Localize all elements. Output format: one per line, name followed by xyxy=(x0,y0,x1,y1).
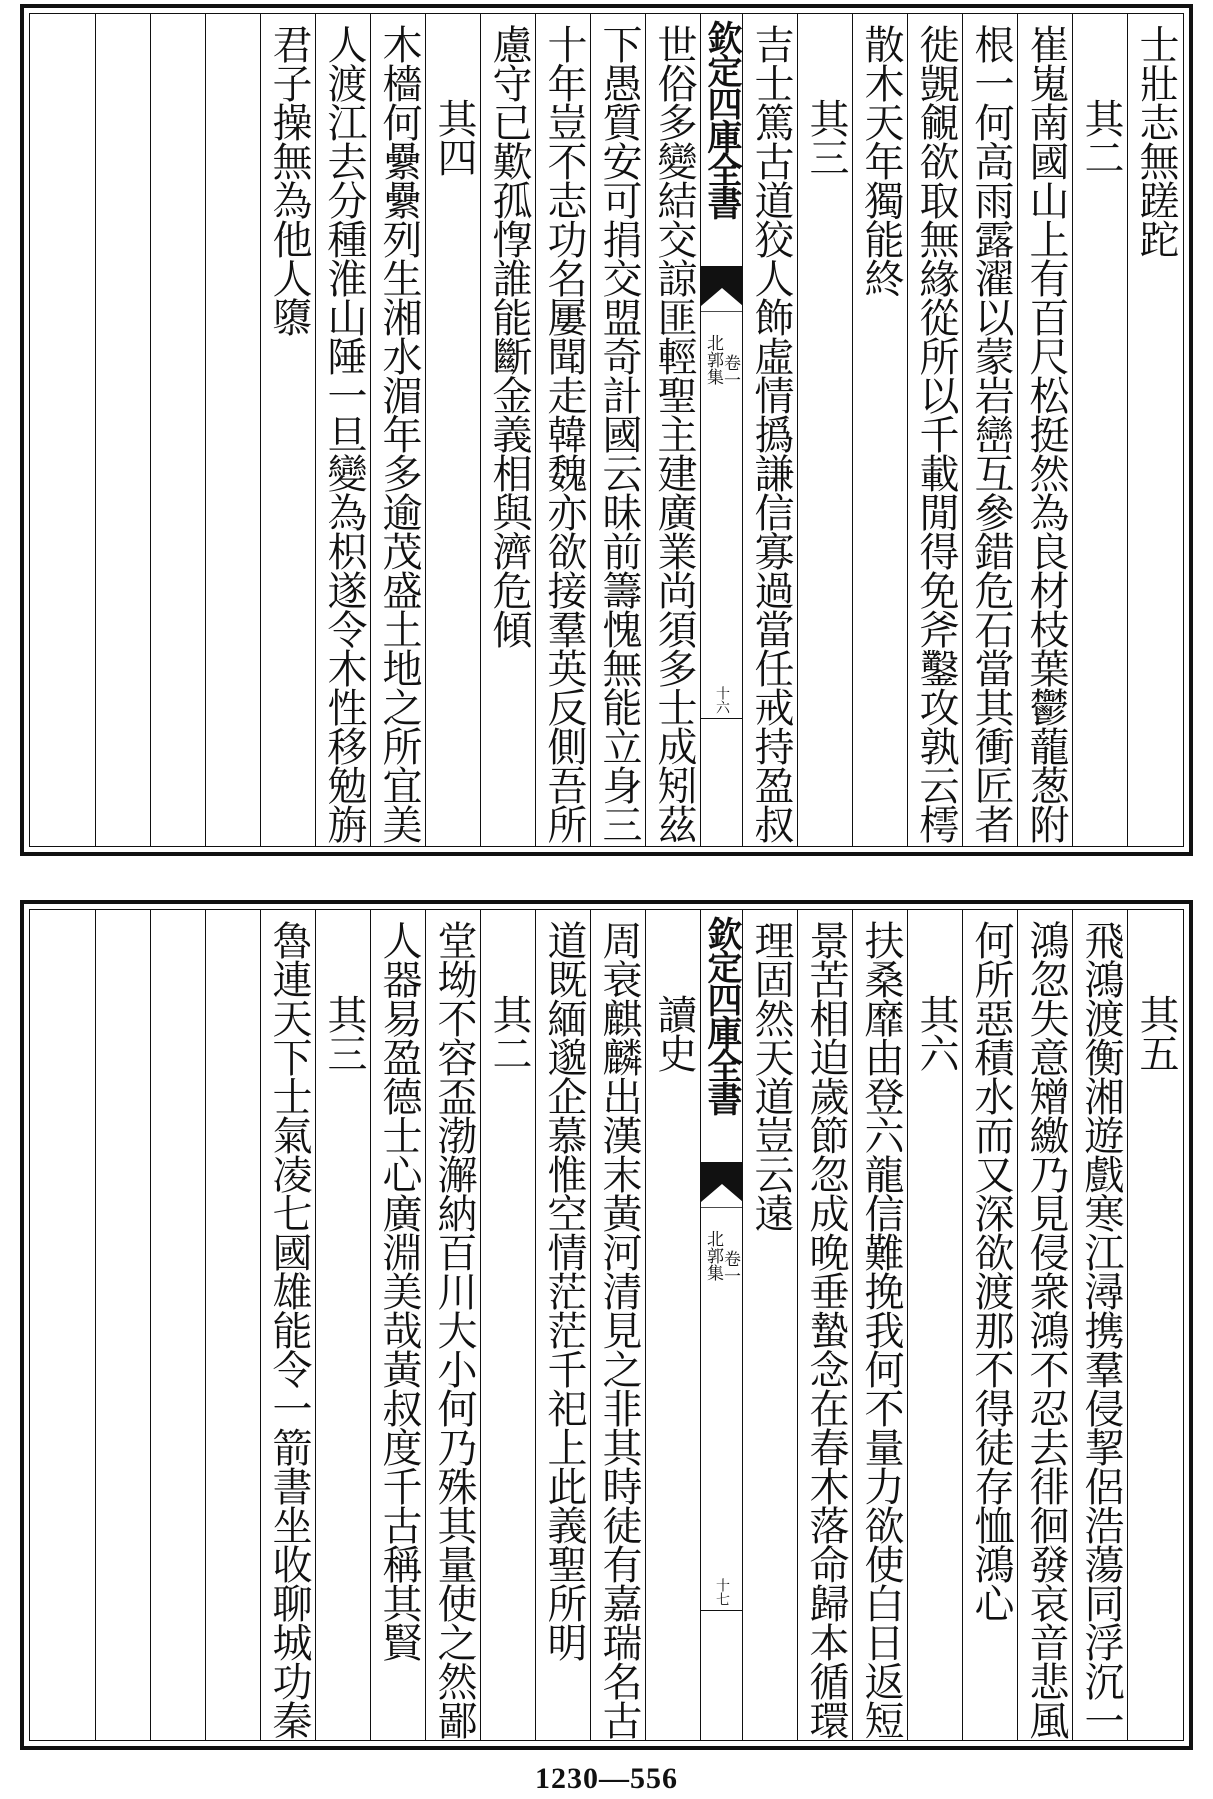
column-text: 道既緬邈企慕惟空情茫茫千祀上此義聖所明 xyxy=(541,920,587,1661)
poem-title xyxy=(646,910,701,1740)
top-page xyxy=(20,4,1193,856)
column-text: 理固然天道豈云遠 xyxy=(748,920,794,1232)
poem-heading xyxy=(316,910,371,1740)
column-text: 飛鴻渡衡湘遊戲寒江潯携羣侵挈侶浩蕩同浮沉一 xyxy=(1078,920,1124,1739)
text-column xyxy=(1073,910,1128,1740)
text-column xyxy=(261,14,316,846)
poem-heading xyxy=(426,14,481,846)
heading-text: 其三 xyxy=(803,98,849,176)
column-text: 景苦相迫歲節忽成晚垂蟄念在春木落命歸本循環 xyxy=(803,920,849,1739)
column-text: 何所惡積水而又深欲渡那不得徒存恤鴻心 xyxy=(968,920,1014,1622)
column-text: 扶桑靡由登六龍信難挽我何不量力欲使白日返短 xyxy=(858,920,904,1739)
text-column xyxy=(536,910,591,1740)
text-column xyxy=(798,910,853,1740)
page-number: 1230—556 xyxy=(535,1762,678,1795)
folio-rule xyxy=(701,1610,743,1611)
poem-heading xyxy=(798,14,853,846)
text-column xyxy=(371,14,426,846)
column-text: 吉士篤古道狡人飾虛情撝謙信寡過當任戒持盈叔 xyxy=(748,24,794,843)
column-text: 鴻忽失意矰繳乃見侵衆鴻不忍去徘徊發哀音悲風 xyxy=(1023,920,1069,1739)
column-text: 十年豈不志功名屢聞走韓魏亦欲接羣英反側吾所 xyxy=(541,24,587,843)
text-column xyxy=(1018,910,1073,1740)
text-column xyxy=(426,910,481,1740)
text-column xyxy=(908,14,963,846)
text-column xyxy=(1018,14,1073,846)
text-column xyxy=(743,910,798,1740)
center-margin xyxy=(701,910,743,1740)
poem-heading xyxy=(1073,14,1128,846)
bottom-page xyxy=(20,900,1193,1750)
column-text: 人器易盈德士心廣淵美哉黃叔度千古稱其賢 xyxy=(376,920,422,1661)
column-rule xyxy=(95,910,96,1740)
column-text: 崔嵬南國山上有百尺松挺然為良材枝葉鬱蘢葱附 xyxy=(1023,24,1069,843)
heading-text: 其三 xyxy=(321,994,367,1072)
empty-column xyxy=(151,910,206,1740)
text-column xyxy=(371,910,426,1740)
column-text: 人渡江去分種淮山陲一旦變為枳遂令木性移勉旃 xyxy=(321,24,367,843)
empty-column xyxy=(206,14,261,846)
title-text: 讀史 xyxy=(651,994,697,1072)
text-column xyxy=(743,14,798,846)
text-column xyxy=(963,14,1018,846)
text-column xyxy=(1128,14,1183,846)
text-column xyxy=(963,910,1018,1740)
folio-number: 十六 xyxy=(714,686,730,714)
text-column xyxy=(591,14,646,846)
text-column xyxy=(316,14,371,846)
folio-rule xyxy=(701,718,743,719)
column-text: 堂坳不容盃渤澥納百川大小何乃殊其量使之然鄙 xyxy=(431,920,477,1739)
fish-tail-mark xyxy=(701,1162,743,1208)
column-text: 散木天年獨能終 xyxy=(858,24,904,297)
text-column xyxy=(853,910,908,1740)
column-text: 君子操無為他人隳 xyxy=(266,24,312,336)
book-title: 欽定四庫全書 xyxy=(702,916,743,1114)
heading-text: 其六 xyxy=(913,994,959,1072)
empty-column xyxy=(96,910,151,1740)
heading-text: 其四 xyxy=(431,98,477,176)
text-column xyxy=(853,14,908,846)
heading-text: 其五 xyxy=(1133,994,1179,1072)
bottom-page-frame xyxy=(29,909,1184,1741)
column-text: 下愚質安可捐交盟奇計國云昧前籌愧無能立身三 xyxy=(596,24,642,843)
text-column xyxy=(591,910,646,1740)
column-text: 木檣何纍纍列生湘水湄年多逾茂盛土地之所宜美 xyxy=(376,24,422,843)
empty-column xyxy=(151,14,206,846)
poem-heading xyxy=(481,910,536,1740)
volume-title: 北郭集 xyxy=(703,1230,723,1281)
column-rule xyxy=(95,14,96,846)
column-text: 世俗多變結交諒匪輕聖主建廣業尚須多士成矧茲 xyxy=(651,24,697,843)
fish-tail-mark xyxy=(701,266,743,312)
empty-column xyxy=(96,14,151,846)
text-column xyxy=(536,14,591,846)
column-text: 士壯志無蹉跎 xyxy=(1133,24,1179,258)
text-column xyxy=(646,14,701,846)
volume-title: 北郭集 xyxy=(703,334,723,385)
empty-column xyxy=(206,910,261,1740)
heading-text: 其二 xyxy=(486,994,532,1072)
column-text: 根一何高雨露濯以蒙岩巒互參錯危石當其衝匠者 xyxy=(968,24,1014,843)
text-column xyxy=(481,14,536,846)
text-column xyxy=(261,910,316,1740)
top-page-frame xyxy=(29,13,1184,847)
folio-number: 十七 xyxy=(714,1578,730,1606)
center-margin xyxy=(701,14,743,846)
heading-text: 其二 xyxy=(1078,98,1124,176)
column-text: 周衰麒麟出漢末黃河清見之非其時徒有嘉瑞名古 xyxy=(596,920,642,1739)
juan-number: 卷一 xyxy=(720,354,740,388)
juan-number: 卷一 xyxy=(720,1250,740,1284)
column-text: 魯連天下士氣凌七國雄能令一箭書坐收聊城功秦 xyxy=(266,920,312,1739)
column-text: 慮守已歎孤惸誰能斷金義相與濟危傾 xyxy=(486,24,532,648)
poem-heading xyxy=(908,910,963,1740)
column-text: 徙覬覦欲取無緣從所以千載閒得免斧鑿攻孰云樗 xyxy=(913,24,959,843)
book-title: 欽定四庫全書 xyxy=(702,20,743,218)
poem-heading xyxy=(1128,910,1183,1740)
